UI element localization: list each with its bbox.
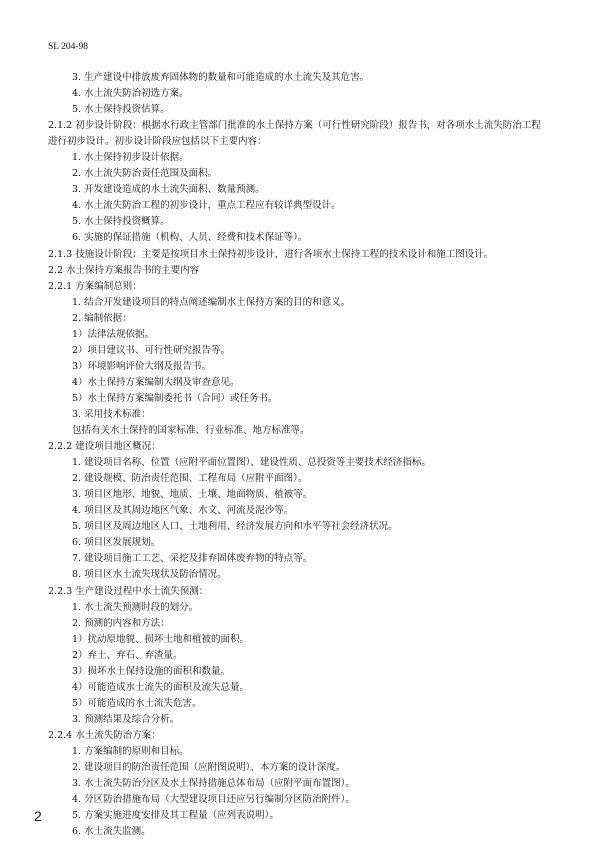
text-line: 2. 编制依据： [72,312,132,324]
text-line: 2. 建设规模、防治责任范围、工程布局（应附平面图）。 [72,473,308,485]
text-line: 3）损坏水土保持设施的面积和数量。 [72,665,231,677]
text-line: 2.2.2 建设项目地区概况： [48,441,161,453]
text-line: 4. 水土流失防治工程的初步设计，重点工程应有较详典型设计。 [72,200,341,212]
text-line: 3. 项目区地形、地貌、地质、土壤、地面物质、植被等。 [72,489,313,501]
text-line: 1. 水土流失预测时段的划分。 [72,601,199,613]
text-line: 进行初步设计。初步设计阶段应包括以下主要内容： [48,136,267,148]
text-line: 2.2.3 生产建设过程中水土流失预测： [48,585,209,597]
text-line: 1. 结合开发建设项目的特点阐述编制水土保持方案的目的和意义。 [72,296,351,308]
text-line: 1）扰动原地貌、损坏土地和植被的面积。 [72,633,250,645]
text-line: 4. 项目区及其周边地区气象、水文、河流及泥沙等。 [72,505,294,517]
text-line: 包括有关水土保持的国家标准、行业标准、地方标准等。 [72,425,310,437]
text-line: 3. 开发建设造成的水土流失面积、数量预测。 [72,184,265,196]
text-line: 6. 实施的保证措施（机构、人员、经费和技术保证等）。 [72,232,308,244]
text-line: 5. 项目区及周边地区人口、土地利用、经济发展方向和水平等社会经济状况。 [72,521,398,533]
text-line: 5）可能造成的水土流失危害。 [72,697,202,709]
text-line: 1. 建设项目名称、位置（应附平面位置图）、建设性质、总投资等主要技术经济指标。 [72,457,431,469]
text-line: 1）法律法规依据。 [72,328,155,340]
text-line: 8. 项目区水土流失现状及防治情况。 [72,569,227,581]
text-line: 5）水土保持方案编制委托书（合同）或任务书。 [72,392,278,404]
text-line: 5. 水土保持投资概算。 [72,216,170,228]
text-line: 1. 水土保持初步设计依据。 [72,152,189,164]
text-line: 4. 分区防治措施布局（大型建设项目还应另行编制分区防治附件）。 [72,794,355,806]
text-line: 2. 水土流失防治责任范围及面积。 [72,168,218,180]
text-line: 4. 水土流失防治初选方案。 [72,88,189,100]
page-number: 2 [34,808,42,824]
text-line: 3. 生产建设中排放废弃固体物的数量和可能造成的水土流失及其危害。 [72,72,370,83]
text-line: 4）可能造成水土流失的面积及流失总量。 [72,681,250,693]
text-line: 6. 水土流失监测。 [72,826,151,838]
text-line: 2.1.2 初步设计阶段：根据水行政主管部门批准的水土保持方案（可行性研究阶段）报告书，对各项水土流失防治工程 [48,120,541,132]
text-line: 3. 预测结果及综合分析。 [72,713,180,725]
text-line: 2.2.4 水土流失防治方案： [48,729,161,741]
text-line: 2.2 水土保持方案报告书的主要内容 [48,264,200,276]
text-line: 3. 采用技术标准： [72,408,151,420]
text-line: 3）环境影响评价大纲及报告书。 [72,360,212,372]
document-code-header: SL 204-98 [48,42,89,52]
text-line: 5. 方案实施进度安排及其工程量（应列表说明）。 [72,810,279,822]
text-line: 2）弃土、弃石、弃渣量。 [72,649,183,661]
document-body [48,70,548,840]
text-line: 1. 方案编制的原则和目标。 [72,745,189,757]
text-line: 5. 水土保持投资估算。 [72,104,170,116]
text-line: 2）项目建议书、可行性研究报告等。 [72,344,231,356]
text-line: 4）水土保持方案编制大纲及审查意见。 [72,376,240,388]
text-line: 2. 建设项目的防治责任范围（应附图说明）、本方案的设计深度。 [72,762,346,774]
text-line: 2.2.1 方案编制总则： [48,280,142,292]
text-line: 2. 预测的内容和方法： [72,617,170,629]
text-line: 6. 项目区发展规划。 [72,537,161,549]
text-line: 3. 水土流失防治分区及水土保持措施总体布局（应附平面布置图）。 [72,778,355,790]
text-line: 7. 建设项目施工工艺、采挖及排弃固体废弃物的特点等。 [72,553,313,565]
text-line: 2.1.3 技施设计阶段：主要是按项目水土保持初步设计，进行各项水土保持工程的技术设计和施工图设计。 [48,248,494,260]
